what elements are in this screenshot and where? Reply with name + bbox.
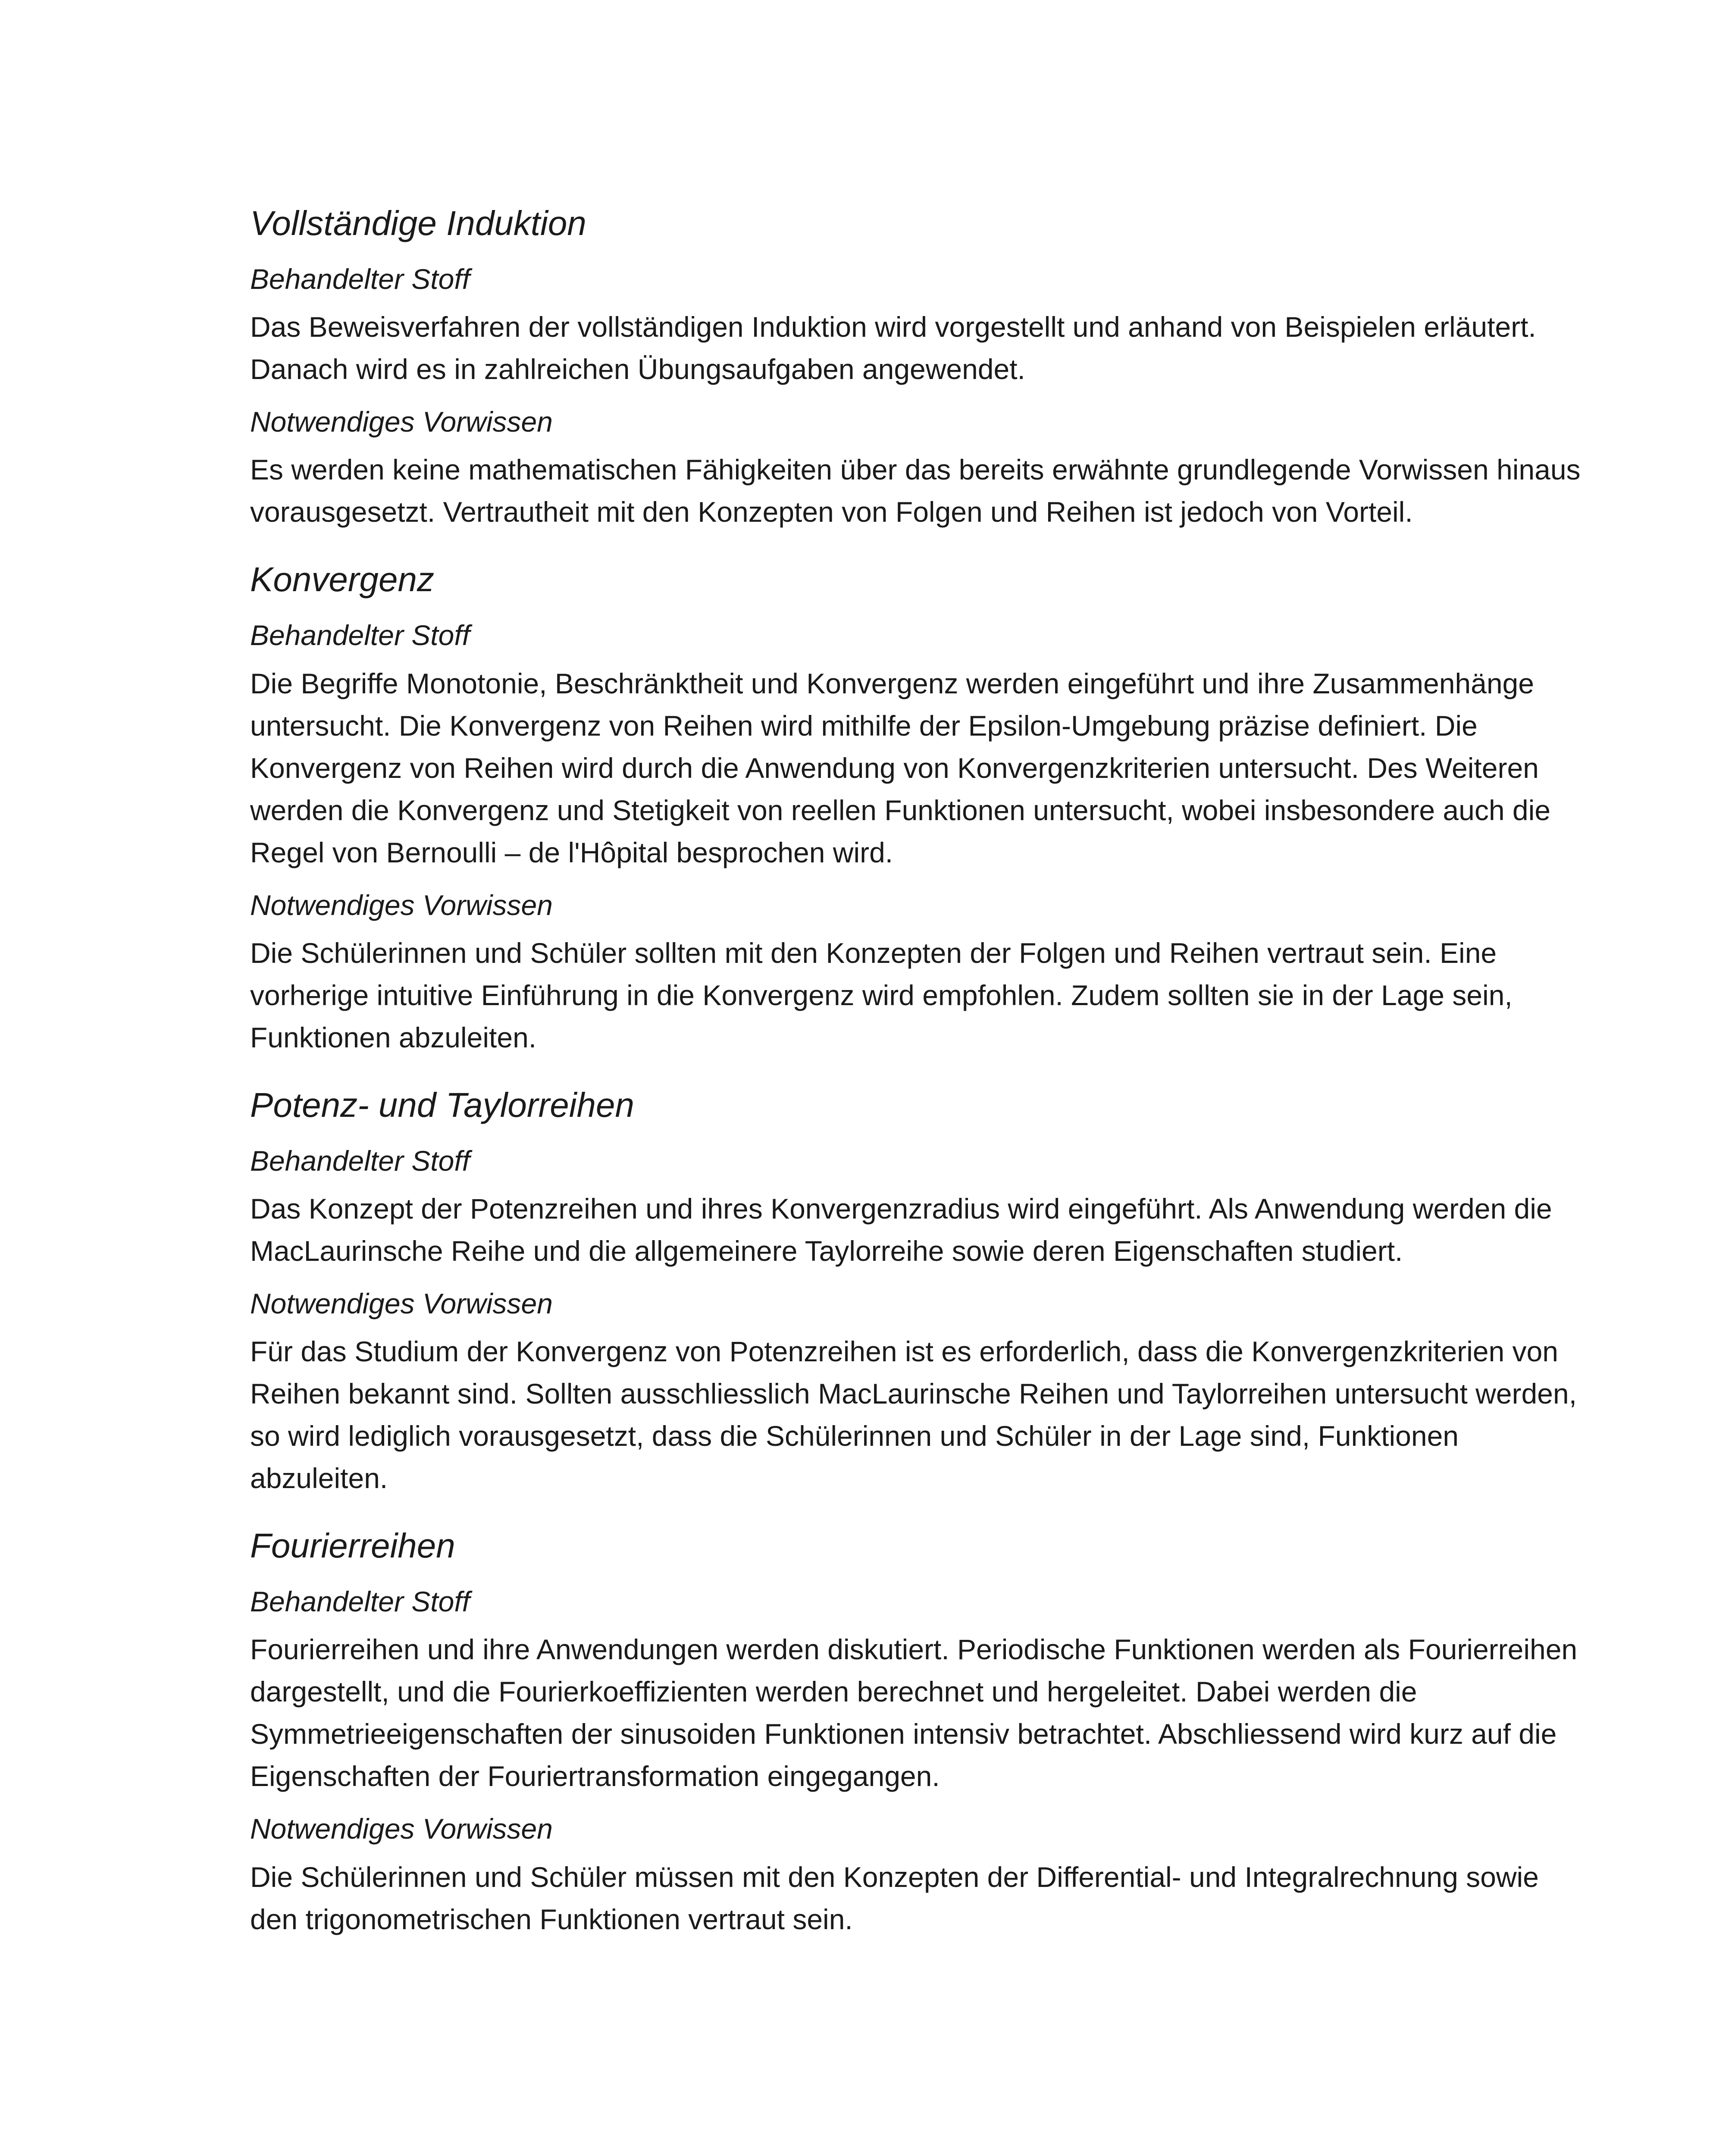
prerequisites-text: Die Schülerinnen und Schüler sollten mit den Konzepten der Folgen und Reihen vertraut sein. Eine vorherige intuitive Einführung in die Konvergenz wird empfohlen. Zudem sollten sie in der Lage sein, Funktionen abzuleiten. — [250, 937, 1513, 1053]
page-content — [250, 203, 1587, 1966]
prerequisites-text: Es werden keine mathematischen Fähigkeiten über das bereits erwähnte grundlegende Vorwissen hinaus vorausgesetzt. Vertrautheit mit den Konzepten von Folgen und Reihen ist jedoch von Vorteil. — [250, 454, 1581, 528]
covered-material-label: Behandelter Stoff — [250, 1586, 470, 1618]
covered-material-label: Behandelter Stoff — [250, 1144, 470, 1177]
covered-material-text: Die Begriffe Monotonie, Beschränktheit und Konvergenz werden eingeführt und ihre Zusammenhänge untersucht. Die Konvergenz von Reihen wird mithilfe der Epsilon-Umgebung präzise definiert. Die Konvergenz von Reihen wird durch die Anwendung von Konvergenzkriterien untersucht. Des Weiteren werden die Konvergenz und Stetigkeit von reellen Funktionen untersucht, wobei insbesondere auch die Regel von Bernoulli – de l'Hôpital besprochen wird. — [250, 667, 1550, 868]
section-konvergenz — [250, 559, 1587, 1058]
prerequisites-label: Notwendiges Vorwissen — [250, 1813, 553, 1845]
prerequisites-label: Notwendiges Vorwissen — [250, 889, 553, 921]
covered-material-text: Das Beweisverfahren der vollständigen Induktion wird vorgestellt und anhand von Beispielen erläutert. Danach wird es in zahlreichen Übungsaufgaben angewendet. — [250, 311, 1536, 385]
section-title: Potenz- und Taylorreihen — [250, 1085, 634, 1124]
prerequisites-text: Für das Studium der Konvergenz von Potenzreihen ist es erforderlich, dass die Konvergenzkriterien von Reihen bekannt sind. Sollten ausschliesslich MacLaurinsche Reihen und Taylorreihen untersucht werden, so wird lediglich vorausgesetzt, dass die Schülerinnen und Schüler in der Lage sind, Funktionen abzuleiten. — [250, 1335, 1577, 1495]
prerequisites-text: Die Schülerinnen und Schüler müssen mit den Konzepten der Differential- und Integralrechnung sowie den trigonometrischen Funktionen vertraut sein. — [250, 1861, 1539, 1935]
section-title: Konvergenz — [250, 560, 434, 599]
section-potenz-und-taylorreihen — [250, 1084, 1587, 1499]
prerequisites-label: Notwendiges Vorwissen — [250, 1287, 553, 1319]
section-fourierreihen — [250, 1525, 1587, 1940]
section-title: Vollständige Induktion — [250, 204, 586, 242]
covered-material-label: Behandelter Stoff — [250, 619, 470, 652]
section-vollstaendige-induktion — [250, 203, 1587, 533]
covered-material-text: Fourierreihen und ihre Anwendungen werden diskutiert. Periodische Funktionen werden als Fourierreihen dargestellt, und die Fourierkoeffizienten werden berechnet und hergeleitet. Dabei werden die Symmetrieeigenschaften der sinusoiden Funktionen intensiv betrachtet. Abschliessend wird kurz auf die Eigenschaften der Fouriertransformation eingegangen. — [250, 1633, 1578, 1792]
prerequisites-label: Notwendiges Vorwissen — [250, 406, 553, 438]
section-title: Fourierreihen — [250, 1526, 455, 1565]
covered-material-text: Das Konzept der Potenzreihen und ihres Konvergenzradius wird eingeführt. Als Anwendung werden die MacLaurinsche Reihe und die allgemeinere Taylorreihe sowie deren Eigenschaften studiert. — [250, 1192, 1552, 1267]
covered-material-label: Behandelter Stoff — [250, 263, 470, 295]
